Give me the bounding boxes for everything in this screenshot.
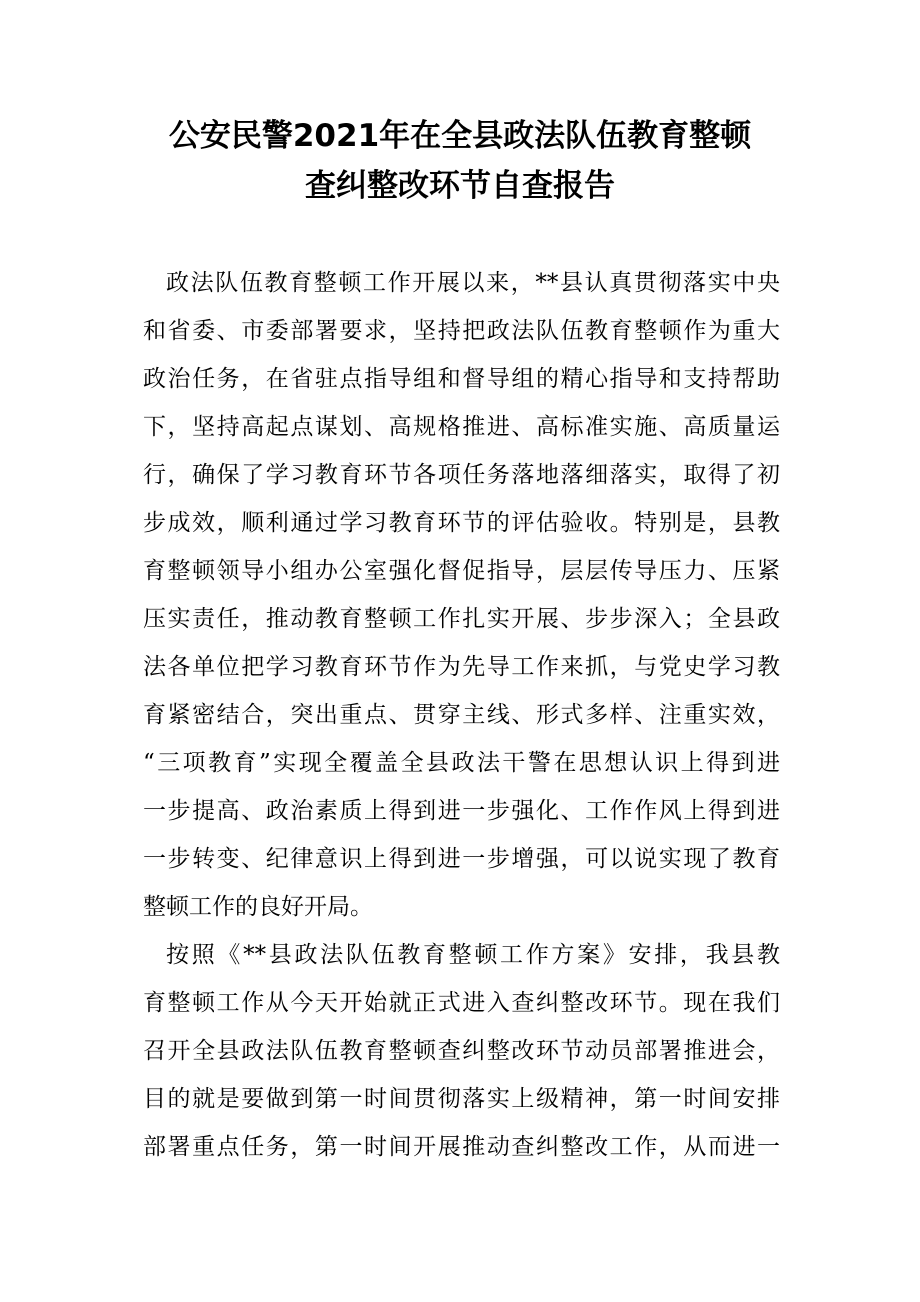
paragraph-1-line-8: 压实责任，推动教育整顿工作扎实开展、步步深入；全县政 — [143, 606, 780, 632]
paragraph-2-line-4: 目的就是要做到第一时间贯彻落实上级精神，第一时间安排 — [143, 1086, 780, 1112]
paragraph-1-line-13: 一步转变、纪律意识上得到进一步增强，可以说实现了教育 — [143, 846, 780, 872]
paragraph-1-line-12: 一步提高、政治素质上得到进一步强化、工作作风上得到进 — [143, 798, 780, 824]
document-title-line-2: 查纠整改环节自查报告 — [305, 168, 615, 204]
paragraph-1-line-5: 行，确保了学习教育环节各项任务落地落细落实，取得了初 — [143, 462, 780, 488]
paragraph-1-line-2: 和省委、市委部署要求，坚持把政法队伍教育整顿作为重大 — [143, 318, 780, 344]
paragraph-1-line-1: 政法队伍教育整顿工作开展以来，**县认真贯彻落实中央 — [166, 270, 780, 296]
paragraph-2-line-5: 部署重点任务，第一时间开展推动查纠整改工作，从而进一 — [143, 1134, 780, 1160]
paragraph-1-line-14: 整顿工作的良好开局。 — [143, 894, 373, 920]
document-title-line-1: 公安民警2021年在全县政法队伍教育整顿 — [168, 118, 752, 154]
paragraph-1-line-11: “三项教育”实现全覆盖全县政法干警在思想认识上得到进 — [143, 750, 780, 776]
paragraph-1-line-7: 育整顿领导小组办公室强化督促指导，层层传导压力、压紧 — [143, 558, 780, 584]
paragraph-2-line-2: 育整顿工作从今天开始就正式进入查纠整改环节。现在我们 — [143, 990, 780, 1016]
paragraph-1-line-3: 政治任务，在省驻点指导组和督导组的精心指导和支持帮助 — [143, 366, 780, 392]
paragraph-1-line-4: 下，坚持高起点谋划、高规格推进、高标准实施、高质量运 — [143, 414, 780, 440]
paragraph-1-line-9: 法各单位把学习教育环节作为先导工作来抓，与党史学习教 — [143, 654, 780, 680]
paragraph-2-line-1: 按照《**县政法队伍教育整顿工作方案》安排，我县教 — [166, 942, 780, 968]
paragraph-1-line-6: 步成效，顺利通过学习教育环节的评估验收。特别是，县教 — [143, 510, 780, 536]
paragraph-1-line-10: 育紧密结合，突出重点、贯穿主线、形式多样、注重实效， — [143, 702, 780, 728]
paragraph-2-line-3: 召开全县政法队伍教育整顿查纠整改环节动员部署推进会， — [143, 1038, 780, 1064]
